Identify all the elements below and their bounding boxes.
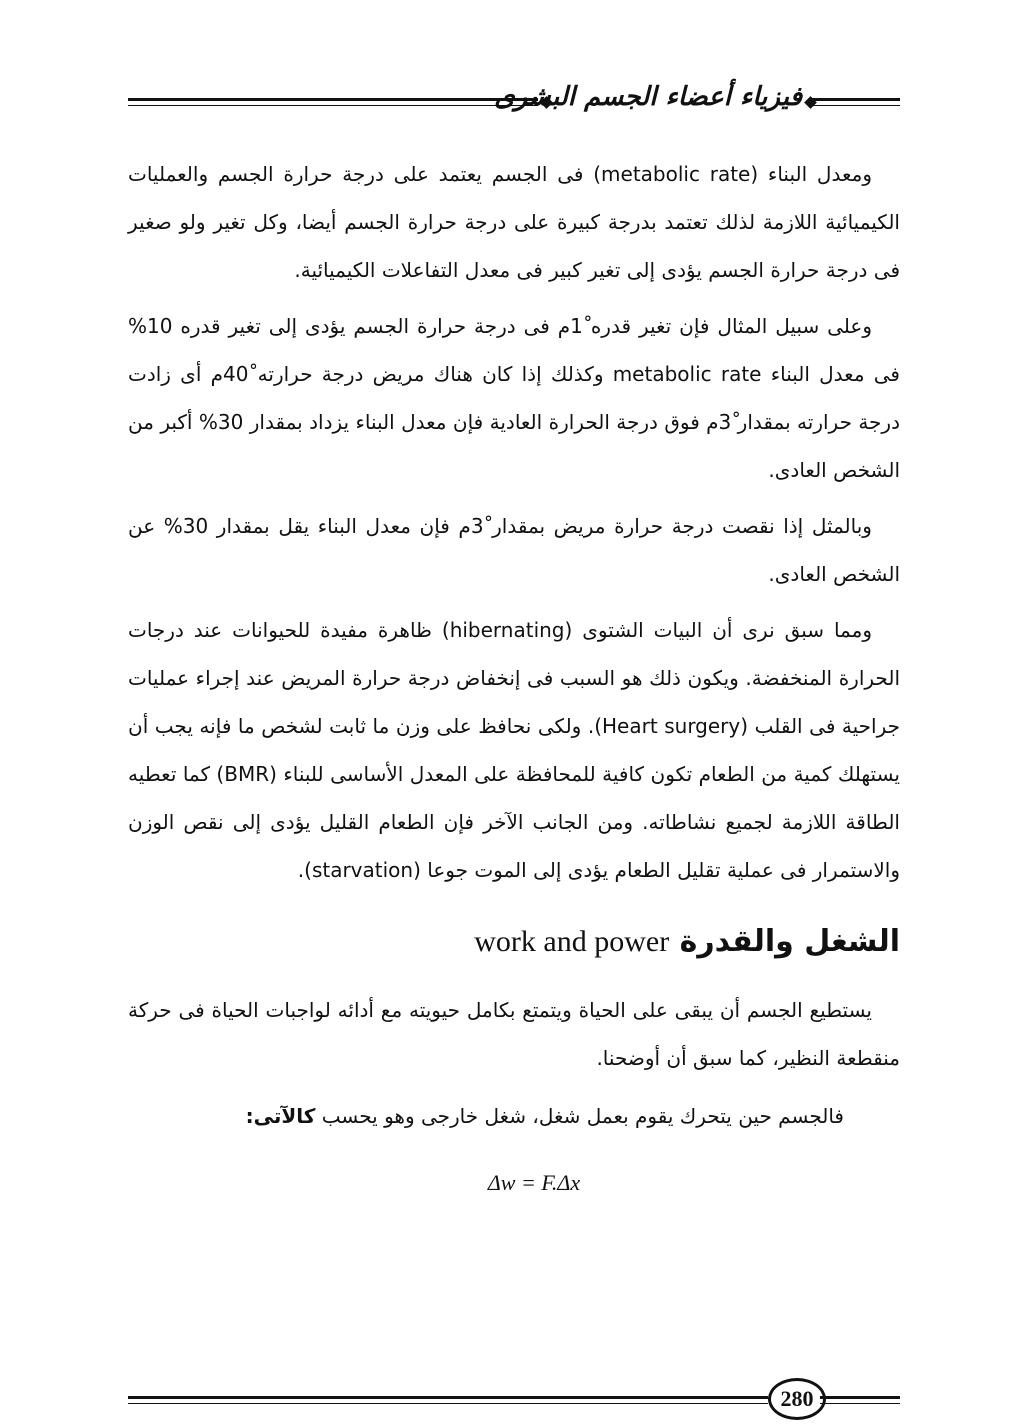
footer-rule-thick-left bbox=[128, 1396, 768, 1399]
header-title: فيزياء أعضاء الجسم البشرى bbox=[494, 82, 802, 112]
paragraph-metabolic-rate bbox=[128, 150, 900, 294]
paragraph-work-power bbox=[128, 986, 900, 1082]
header-rule-thin-left bbox=[128, 105, 538, 106]
footer-rule-thin-right bbox=[820, 1403, 900, 1404]
footer-rule-thick-right bbox=[820, 1396, 900, 1399]
paragraph-2-text: وعلى سبيل المثال فإن تغير قدره 1ْم فى درجة حرارة الجسم يؤدى إلى تغير قدره 10% فى معدل البناء metabolic rate وكذلك إذا كان هناك مريض درجة حرارته 40ْم أى زادت درجة حرارته بمقدار 3ْم فوق درجة الحرارة العادية فإن معدل البناء يزداد بمقدار 30% أكبر من الشخص العادى. bbox=[128, 314, 900, 482]
header-rule-thick-right bbox=[810, 98, 900, 101]
page-content bbox=[128, 150, 900, 1196]
work-sentence-bold: كالآتى: bbox=[245, 1104, 316, 1128]
footer-rule-right bbox=[820, 1396, 900, 1406]
footer-rule-thin-left bbox=[128, 1403, 768, 1404]
paragraph-3-text: وبالمثل إذا نقصت درجة حرارة مريض بمقدار 3ْم فإن معدل البناء يقل بمقدار 30% عن الشخص العادى. bbox=[128, 514, 900, 586]
work-sentence bbox=[128, 1092, 844, 1140]
paragraph-decrease bbox=[128, 502, 900, 598]
section-heading bbox=[128, 912, 900, 972]
header-rule-left bbox=[128, 98, 538, 108]
page-number: 280 bbox=[768, 1378, 826, 1420]
header-rule-thin-right bbox=[810, 105, 900, 106]
header-rule-thick-left bbox=[128, 98, 538, 101]
footer-rule-left bbox=[128, 1396, 768, 1406]
paragraph-4-text: ومما سبق نرى أن البيات الشتوى (hibernating) ظاهرة مفيدة للحيوانات عند درجات الحرارة المنخفضة. ويكون ذلك هو السبب فى إنخفاض درجة حرارة المريض عند إجراء عمليات جراحية فى القلب (Heart surgery). ولكى نحافظ على وزن ما ثابت لشخص ما فإنه يجب أن يستهلك كمية من الطعام تكون كافية للمحافظة على المعدل الأساسى للبناء (BMR) كما تعطيه الطاقة اللازمة لجميع نشاطاته. ومن الجانب الآخر فإن الطعام القليل يؤدى إلى نقص الوزن والاستمرار فى عملية تقليل الطعام يؤدى إلى الموت جوعا (starvation). bbox=[128, 618, 900, 882]
section-heading-english: work and power bbox=[474, 925, 670, 958]
page-footer bbox=[128, 1366, 900, 1426]
paragraph-example bbox=[128, 302, 900, 494]
paragraph-5-text: يستطيع الجسم أن يبقى على الحياة ويتمتع بكامل حيويته مع أدائه لواجبات الحياة فى حركة منقطعة النظير، كما سبق أن أوضحنا. bbox=[128, 998, 900, 1070]
page-header bbox=[128, 78, 900, 118]
section-heading-arabic: الشغل والقدرة bbox=[679, 924, 900, 959]
paragraph-1-text: ومعدل البناء (metabolic rate) فى الجسم يعتمد على درجة حرارة الجسم والعمليات الكيميائية اللازمة لذلك تعتمد بدرجة كبيرة على درجة حرارة الجسم أيضا، وكل تغير ولو صغير فى درجة حرارة الجسم يؤدى إلى تغير كبير فى معدل التفاعلات الكيميائية. bbox=[128, 162, 900, 282]
paragraph-hibernating bbox=[128, 606, 900, 894]
header-rule-right bbox=[810, 98, 900, 108]
work-formula: Δw = F.Δx bbox=[487, 1170, 581, 1195]
work-sentence-text: فالجسم حين يتحرك يقوم بعمل شغل، شغل خارجى وهو يحسب bbox=[321, 1104, 844, 1128]
